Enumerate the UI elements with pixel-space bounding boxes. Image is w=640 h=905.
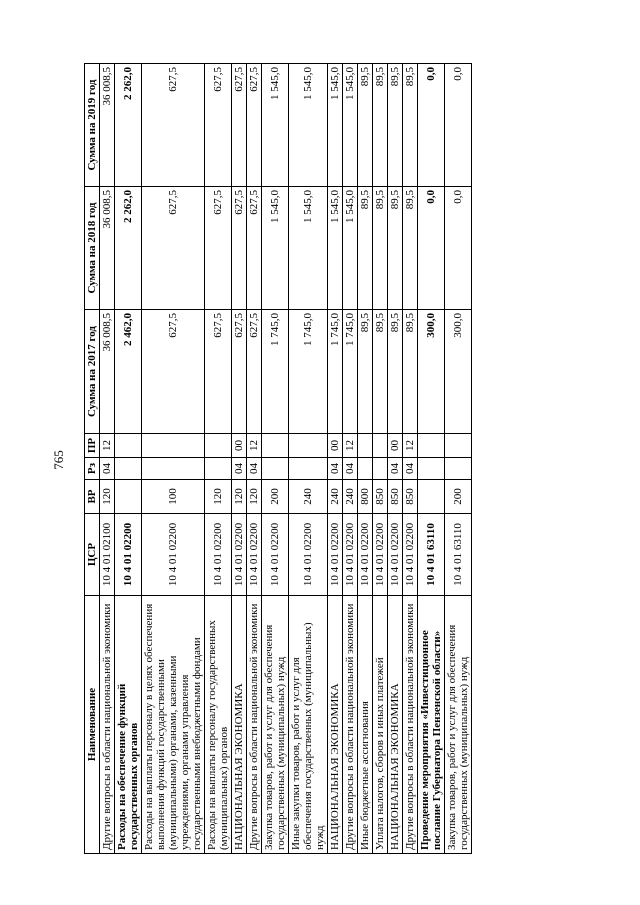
row-rz: 04 xyxy=(232,458,247,480)
row-sum-2017: 89,5 xyxy=(403,310,418,434)
table-row xyxy=(328,64,343,854)
row-sum-2018: 36 008,5 xyxy=(100,187,115,310)
row-sum-2018: 2 262,0 xyxy=(115,187,142,310)
row-sum-2018: 89,5 xyxy=(388,187,403,310)
row-name: Уплата налогов, сборов и иных платежей xyxy=(373,596,388,854)
row-rz: 04 xyxy=(403,458,418,480)
row-rz xyxy=(262,458,289,480)
table-row xyxy=(418,64,445,854)
row-csr: 10 4 01 02200 xyxy=(247,514,262,596)
row-sum-2017: 627,5 xyxy=(247,310,262,434)
row-vr: 120 xyxy=(205,480,232,514)
row-csr: 10 4 01 02200 xyxy=(115,514,142,596)
table-row xyxy=(262,64,289,854)
row-csr: 10 4 01 02200 xyxy=(358,514,373,596)
table-row xyxy=(358,64,373,854)
row-pr xyxy=(115,434,142,458)
row-sum-2017: 89,5 xyxy=(358,310,373,434)
row-sum-2017: 36 008,5 xyxy=(100,310,115,434)
row-sum-2019: 0,0 xyxy=(445,64,472,187)
row-rz: 04 xyxy=(388,458,403,480)
row-sum-2019: 36 008,5 xyxy=(100,64,115,187)
row-sum-2017: 89,5 xyxy=(388,310,403,434)
header-sum-2018: Сумма на 2018 год xyxy=(85,187,100,310)
row-vr: 240 xyxy=(328,480,343,514)
row-rz xyxy=(205,458,232,480)
row-pr: 12 xyxy=(100,434,115,458)
row-pr: 00 xyxy=(328,434,343,458)
row-vr: 100 xyxy=(142,480,205,514)
row-sum-2019: 89,5 xyxy=(358,64,373,187)
row-sum-2019: 89,5 xyxy=(403,64,418,187)
header-pr: ПР xyxy=(85,434,100,458)
row-sum-2018: 89,5 xyxy=(403,187,418,310)
row-vr: 120 xyxy=(247,480,262,514)
row-name: Другие вопросы в области национальной экономики xyxy=(343,596,358,854)
header-sum-2017: Сумма на 2017 год xyxy=(85,310,100,434)
row-rz xyxy=(142,458,205,480)
row-pr: 00 xyxy=(388,434,403,458)
row-name: НАЦИОНАЛЬНАЯ ЭКОНОМИКА xyxy=(388,596,403,854)
header-row xyxy=(85,64,100,854)
row-sum-2017: 300,0 xyxy=(418,310,445,434)
header-csr: ЦСР xyxy=(85,514,100,596)
header-sum-2019: Сумма на 2019 год xyxy=(85,64,100,187)
row-name: НАЦИОНАЛЬНАЯ ЭКОНОМИКА xyxy=(328,596,343,854)
row-sum-2017: 1 745,0 xyxy=(289,310,328,434)
budget-table xyxy=(84,63,472,854)
row-sum-2018: 0,0 xyxy=(445,187,472,310)
row-pr: 12 xyxy=(403,434,418,458)
row-csr: 10 4 01 63110 xyxy=(418,514,445,596)
row-name: Другие вопросы в области национальной экономики xyxy=(100,596,115,854)
row-rz: 04 xyxy=(100,458,115,480)
row-name: НАЦИОНАЛЬНАЯ ЭКОНОМИКА xyxy=(232,596,247,854)
row-vr: 240 xyxy=(343,480,358,514)
row-csr: 10 4 01 02200 xyxy=(388,514,403,596)
row-pr: 12 xyxy=(343,434,358,458)
row-sum-2019: 1 545,0 xyxy=(262,64,289,187)
row-sum-2018: 627,5 xyxy=(205,187,232,310)
table-row xyxy=(247,64,262,854)
row-csr: 10 4 01 02200 xyxy=(343,514,358,596)
row-csr: 10 4 01 02200 xyxy=(403,514,418,596)
row-sum-2019: 1 545,0 xyxy=(343,64,358,187)
header-rz: Рз xyxy=(85,458,100,480)
row-name: Другие вопросы в области национальной экономики xyxy=(403,596,418,854)
row-name: Иные закупки товаров, работ и услуг для обеспечения государственных (муниципальных) нужд xyxy=(289,596,328,854)
row-sum-2017: 627,5 xyxy=(205,310,232,434)
row-sum-2018: 1 545,0 xyxy=(262,187,289,310)
row-csr: 10 4 01 02100 xyxy=(100,514,115,596)
row-pr xyxy=(142,434,205,458)
row-csr: 10 4 01 02200 xyxy=(142,514,205,596)
row-csr: 10 4 01 02200 xyxy=(328,514,343,596)
row-sum-2017: 1 745,0 xyxy=(262,310,289,434)
row-vr xyxy=(418,480,445,514)
row-sum-2018: 1 545,0 xyxy=(328,187,343,310)
row-pr xyxy=(418,434,445,458)
row-sum-2019: 1 545,0 xyxy=(289,64,328,187)
table-row xyxy=(142,64,205,854)
row-csr: 10 4 01 63110 xyxy=(445,514,472,596)
row-sum-2019: 627,5 xyxy=(232,64,247,187)
row-name: Расходы на обеспечение функций государственных органов xyxy=(115,596,142,854)
row-vr: 120 xyxy=(100,480,115,514)
row-vr xyxy=(115,480,142,514)
row-rz xyxy=(418,458,445,480)
row-pr: 12 xyxy=(247,434,262,458)
row-sum-2017: 627,5 xyxy=(232,310,247,434)
row-sum-2018: 89,5 xyxy=(358,187,373,310)
row-rz xyxy=(358,458,373,480)
row-name: Иные бюджетные ассигнования xyxy=(358,596,373,854)
row-sum-2017: 1 745,0 xyxy=(343,310,358,434)
row-sum-2019: 1 545,0 xyxy=(328,64,343,187)
row-vr: 120 xyxy=(232,480,247,514)
table-row xyxy=(373,64,388,854)
row-sum-2019: 89,5 xyxy=(388,64,403,187)
row-pr xyxy=(262,434,289,458)
row-vr: 200 xyxy=(262,480,289,514)
row-name: Другие вопросы в области национальной экономики xyxy=(247,596,262,854)
row-sum-2019: 0,0 xyxy=(418,64,445,187)
header-vr: ВР xyxy=(85,480,100,514)
row-rz xyxy=(289,458,328,480)
row-pr xyxy=(205,434,232,458)
table-row xyxy=(100,64,115,854)
row-sum-2019: 627,5 xyxy=(205,64,232,187)
row-name: Закупка товаров, работ и услуг для обеспечения государственных (муниципальных) нужд xyxy=(262,596,289,854)
row-rz: 04 xyxy=(328,458,343,480)
table-row xyxy=(232,64,247,854)
row-sum-2019: 627,5 xyxy=(142,64,205,187)
table-row xyxy=(115,64,142,854)
table-row xyxy=(289,64,328,854)
row-sum-2018: 627,5 xyxy=(247,187,262,310)
page-number: 765 xyxy=(51,450,66,470)
row-sum-2018: 1 545,0 xyxy=(343,187,358,310)
table-row xyxy=(388,64,403,854)
row-rz: 04 xyxy=(343,458,358,480)
row-vr: 800 xyxy=(358,480,373,514)
row-sum-2017: 1 745,0 xyxy=(328,310,343,434)
row-sum-2019: 627,5 xyxy=(247,64,262,187)
row-csr: 10 4 01 02200 xyxy=(373,514,388,596)
table-row xyxy=(343,64,358,854)
row-sum-2017: 627,5 xyxy=(142,310,205,434)
table-row xyxy=(403,64,418,854)
row-pr xyxy=(358,434,373,458)
row-vr: 240 xyxy=(289,480,328,514)
row-name: Проведение мероприятия «Инвестиционное послание Губернатора Пензенской области» xyxy=(418,596,445,854)
row-vr: 850 xyxy=(388,480,403,514)
row-csr: 10 4 01 02200 xyxy=(289,514,328,596)
row-csr: 10 4 01 02200 xyxy=(205,514,232,596)
row-vr: 850 xyxy=(403,480,418,514)
row-sum-2018: 89,5 xyxy=(373,187,388,310)
row-pr xyxy=(289,434,328,458)
rotated-table-container xyxy=(84,64,594,854)
table-row xyxy=(445,64,472,854)
row-pr xyxy=(373,434,388,458)
row-rz xyxy=(445,458,472,480)
row-rz: 04 xyxy=(247,458,262,480)
row-sum-2019: 2 262,0 xyxy=(115,64,142,187)
row-rz xyxy=(115,458,142,480)
row-rz xyxy=(373,458,388,480)
row-name: Закупка товаров, работ и услуг для обеспечения государственных (муниципальных) нужд xyxy=(445,596,472,854)
row-sum-2017: 89,5 xyxy=(373,310,388,434)
row-name: Расходы на выплаты персоналу государственных (муниципальных) органов xyxy=(205,596,232,854)
row-sum-2019: 89,5 xyxy=(373,64,388,187)
row-sum-2018: 0,0 xyxy=(418,187,445,310)
row-vr: 850 xyxy=(373,480,388,514)
table-row xyxy=(205,64,232,854)
row-pr xyxy=(445,434,472,458)
row-sum-2018: 1 545,0 xyxy=(289,187,328,310)
row-vr: 200 xyxy=(445,480,472,514)
row-csr: 10 4 01 02200 xyxy=(232,514,247,596)
row-sum-2018: 627,5 xyxy=(232,187,247,310)
row-csr: 10 4 01 02200 xyxy=(262,514,289,596)
row-pr: 00 xyxy=(232,434,247,458)
row-sum-2017: 2 462,0 xyxy=(115,310,142,434)
row-sum-2017: 300,0 xyxy=(445,310,472,434)
header-name: Наименование xyxy=(85,596,100,854)
row-name: Расходы на выплаты персоналу в целях обеспечения выполнения функций государственными (муниципальными) органами, казенными учреждениями, органами управления государственными внебюджетными фондами xyxy=(142,596,205,854)
row-sum-2018: 627,5 xyxy=(142,187,205,310)
table-body xyxy=(100,64,472,854)
